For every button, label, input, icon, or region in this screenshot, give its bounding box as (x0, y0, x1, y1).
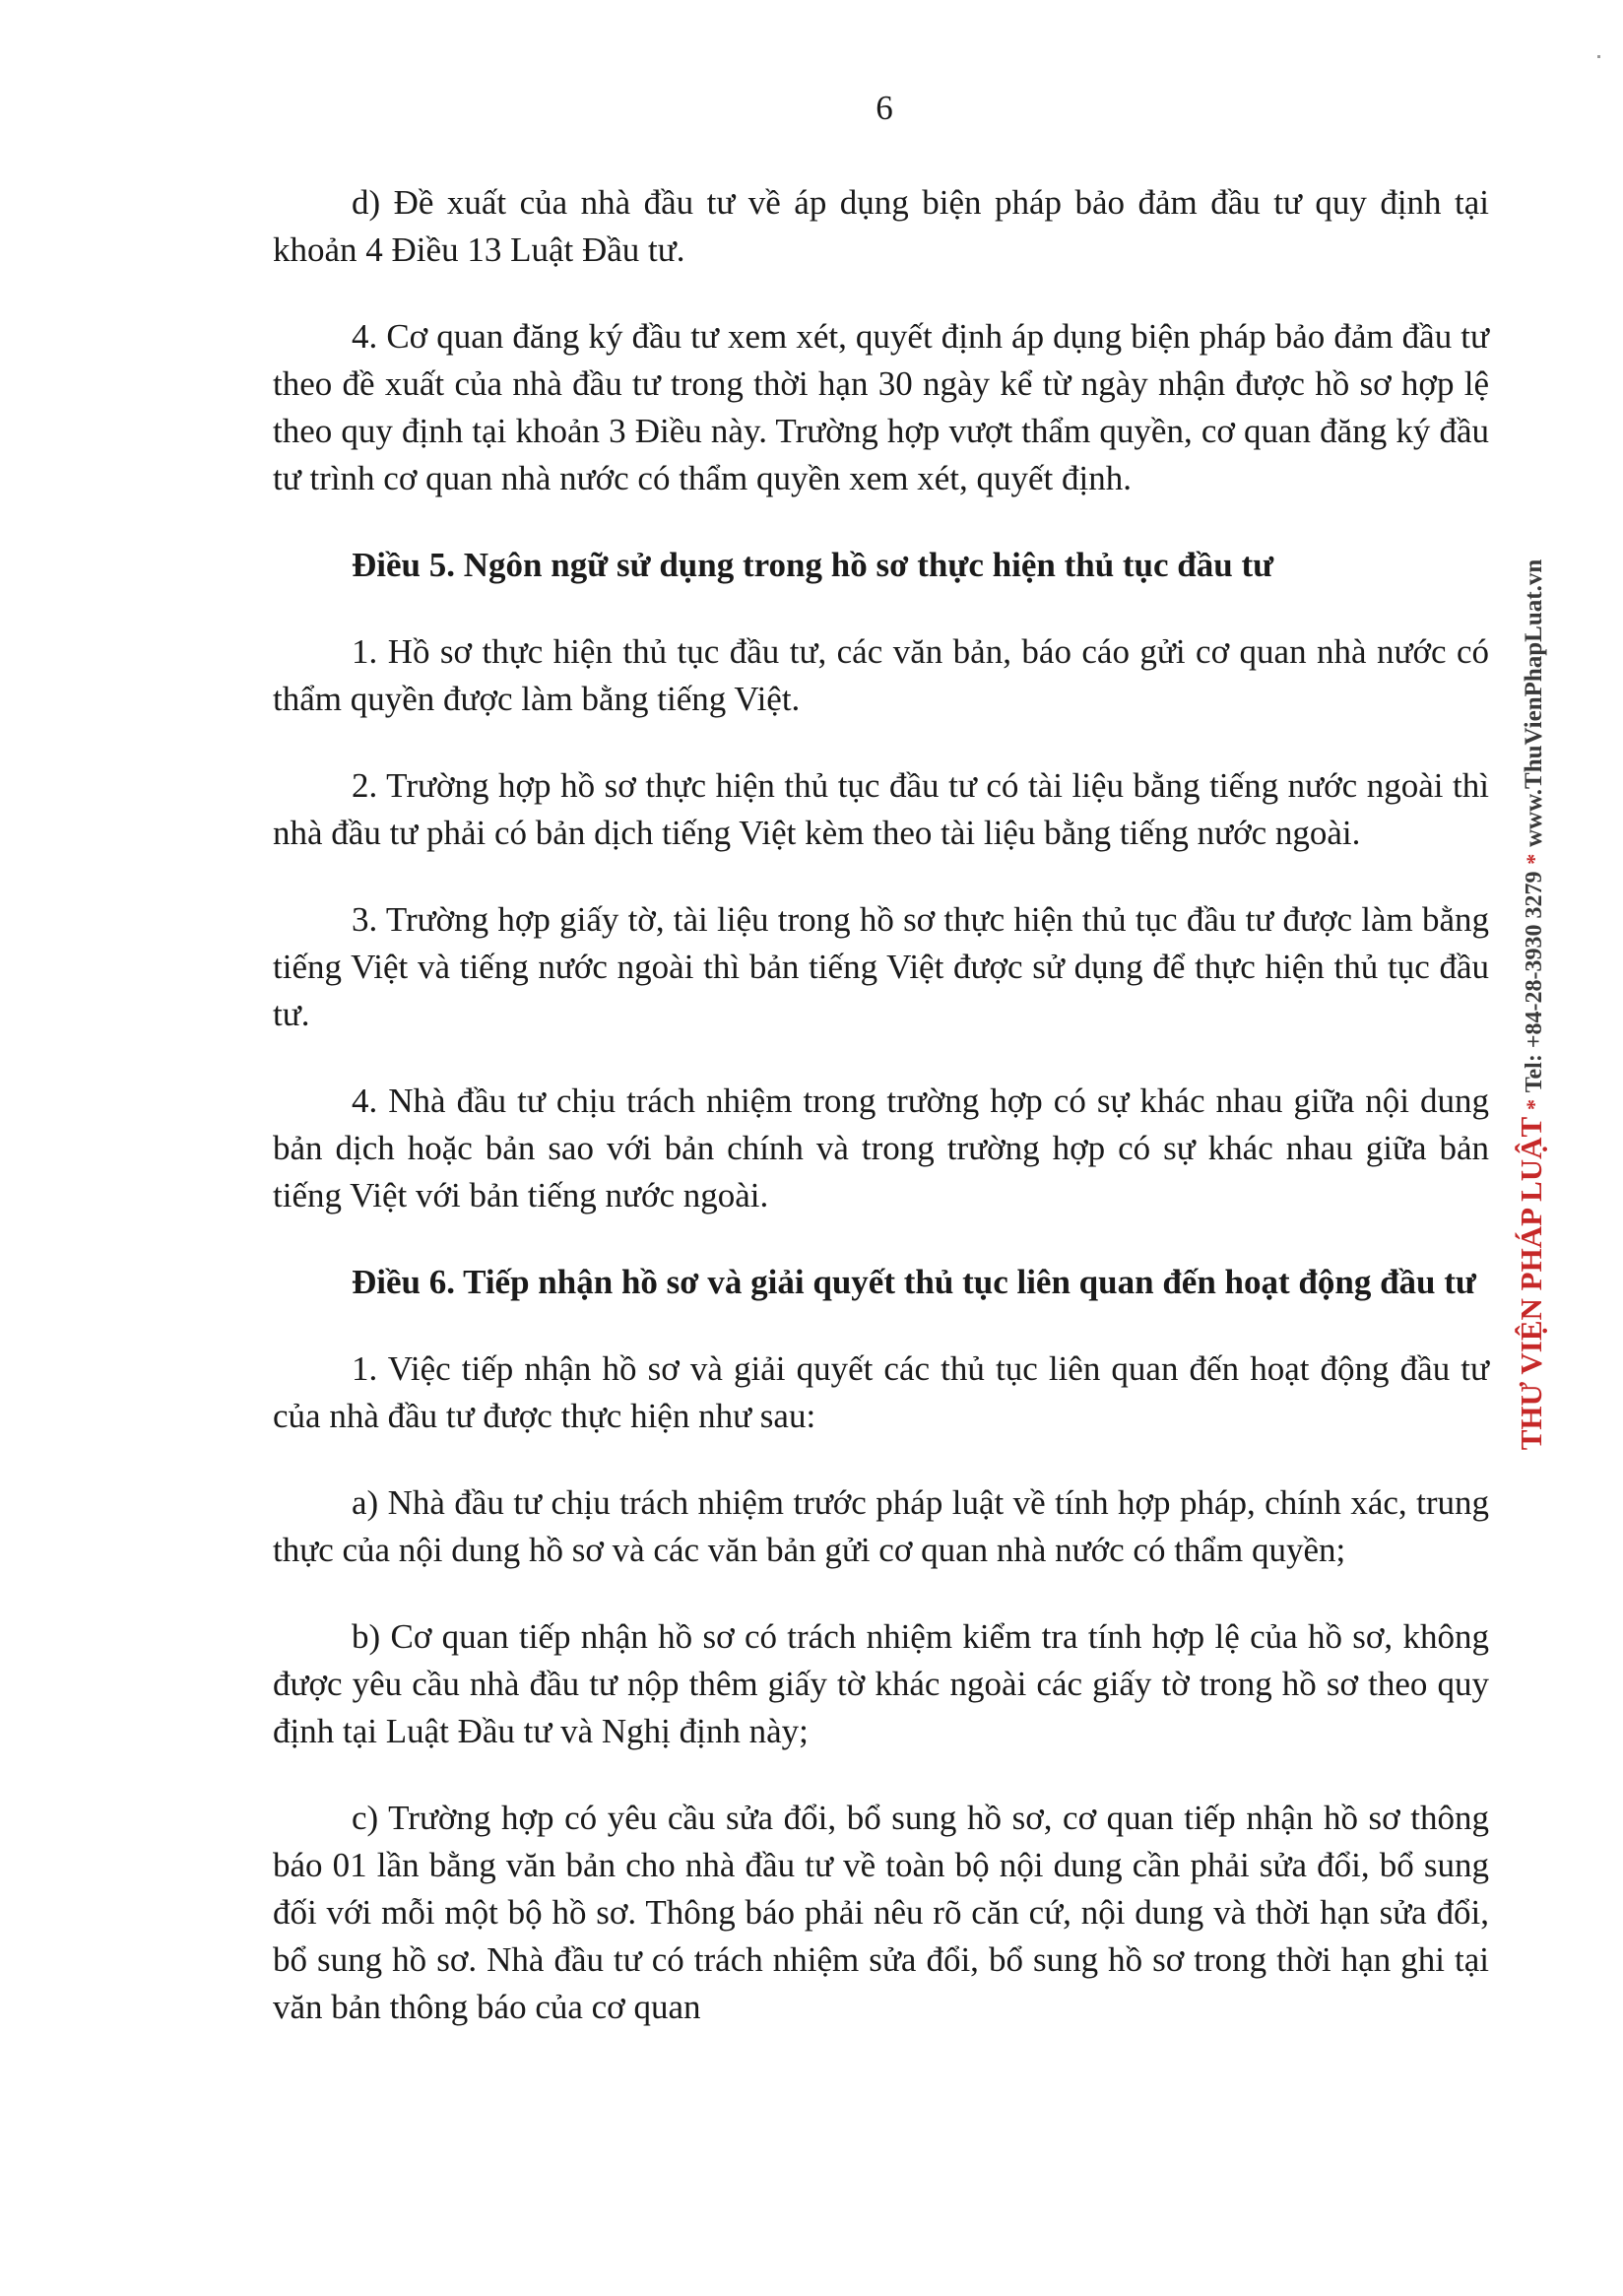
watermark-website: www.ThuVienPhapLuat.vn (1521, 558, 1547, 847)
article-6-clause-1: 1. Việc tiếp nhận hồ sơ và giải quyết các thủ tục liên quan đến hoạt động đầu tư của nhà đầu tư được thực hiện như sau: (273, 1349, 1489, 1435)
watermark-name: THƯ VIỆN PHÁP LUẬT (1514, 1116, 1548, 1451)
paragraph-4-registration-review: 4. Cơ quan đăng ký đầu tư xem xét, quyết định áp dụng biện pháp bảo đảm đầu tư theo đề xuất của nhà đầu tư trong thời hạn 30 ngày kể từ ngày nhận được hồ sơ hợp lệ theo quy định tại khoản 3 Điều này. Trường hợp vượt thẩm quyền, cơ quan đăng ký đầu tư trình cơ quan nhà nước có thẩm quyền xem xét, quyết định. (273, 317, 1489, 497)
article-6-clause-1c: c) Trường hợp có yêu cầu sửa đổi, bổ sung hồ sơ, cơ quan tiếp nhận hồ sơ thông báo 01 lần bằng văn bản cho nhà đầu tư về toàn bộ nội dung cần phải sửa đổi, bổ sung đối với mỗi một bộ hồ sơ. Thông báo phải nêu rõ căn cứ, nội dung và thời hạn sửa đổi, bổ sung hồ sơ. Nhà đầu tư có trách nhiệm sửa đổi, bổ sung hồ sơ trong thời hạn ghi tại văn bản thông báo của cơ quan (273, 1799, 1489, 2026)
article-5-clause-4: 4. Nhà đầu tư chịu trách nhiệm trong trường hợp có sự khác nhau giữa nội dung bản dịch hoặc bản sao với bản chính và trong trường hợp có sự khác nhau giữa bản tiếng Việt với bản tiếng nước ngoài. (273, 1082, 1489, 1214)
article-6-clause-1b: b) Cơ quan tiếp nhận hồ sơ có trách nhiệm kiểm tra tính hợp lệ của hồ sơ, không được yêu cầu nhà đầu tư nộp thêm giấy tờ khác ngoài các giấy tờ trong hồ sơ theo quy định tại Luật Đầu tư và Nghị định này; (273, 1617, 1489, 1750)
article-5-heading: Điều 5. Ngôn ngữ sử dụng trong hồ sơ thực hiện thủ tục đầu tư (352, 546, 1274, 584)
side-watermark (1502, 532, 1561, 1477)
article-6-heading: Điều 6. Tiếp nhận hồ sơ và giải quyết thủ tục liên quan đến hoạt động đầu tư (352, 1263, 1476, 1301)
article-5-clause-1: 1. Hồ sơ thực hiện thủ tục đầu tư, các văn bản, báo cáo gửi cơ quan nhà nước có thẩm quyền được làm bằng tiếng Việt. (273, 632, 1489, 718)
article-5-clause-2: 2. Trường hợp hồ sơ thực hiện thủ tục đầu tư có tài liệu bằng tiếng nước ngoài thì nhà đầu tư phải có bản dịch tiếng Việt kèm theo tài liệu bằng tiếng nước ngoài. (273, 766, 1489, 852)
article-6-clause-1a: a) Nhà đầu tư chịu trách nhiệm trước pháp luật về tính hợp pháp, chính xác, trung thực của nội dung hồ sơ và các văn bản gửi cơ quan nhà nước có thẩm quyền; (273, 1483, 1489, 1569)
paragraph-d-proposal: d) Đề xuất của nhà đầu tư về áp dụng biện pháp bảo đảm đầu tư quy định tại khoản 4 Điều 13 Luật Đầu tư. (273, 183, 1489, 269)
watermark-separator-2: * (1522, 853, 1546, 865)
article-5-clause-3: 3. Trường hợp giấy tờ, tài liệu trong hồ sơ thực hiện thủ tục đầu tư được làm bằng tiếng Việt và tiếng nước ngoài thì bản tiếng Việt được sử dụng để thực hiện thủ tục đầu tư. (273, 900, 1489, 1033)
watermark-phone: Tel: +84-28-3930 3279 (1522, 871, 1547, 1093)
watermark-separator: * (1522, 1099, 1546, 1111)
page-number: 6 (876, 89, 893, 127)
scan-speck (1597, 55, 1600, 58)
document-body (273, 179, 1489, 2070)
